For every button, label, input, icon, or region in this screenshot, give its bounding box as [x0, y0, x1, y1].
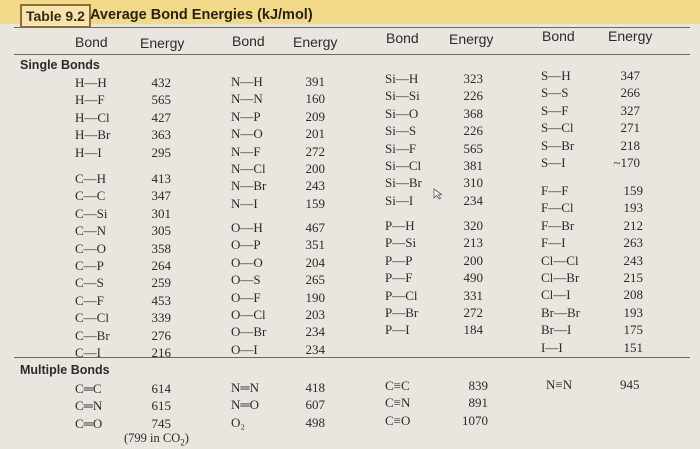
- bond-label: C—O: [75, 240, 107, 256]
- bond-label: C═N: [75, 398, 103, 414]
- energy-value: 565: [151, 92, 171, 108]
- energy-value: 363: [151, 127, 171, 143]
- col1-group1-energies: [146, 74, 171, 161]
- bond-label: C—N: [75, 223, 107, 239]
- energy-value: 193: [623, 304, 643, 320]
- bond-label: N—O: [231, 126, 263, 142]
- energy-value: 320: [463, 218, 483, 233]
- bond-label: Cl—I: [541, 287, 571, 303]
- bond-label: H—Cl: [75, 109, 110, 125]
- bond-label: O—Br: [231, 324, 267, 340]
- multiple-col2-energies: [300, 379, 325, 431]
- energy-value: 234: [305, 341, 325, 357]
- bond-label: N—I: [231, 195, 258, 211]
- bond-label: C—Si: [75, 205, 108, 221]
- bond-label: Si—Br: [385, 175, 422, 191]
- col3-group1-energies: [458, 70, 483, 209]
- energy-value: 323: [463, 71, 483, 86]
- energy-value: 151: [623, 339, 643, 355]
- energy-value: 381: [463, 157, 483, 173]
- energy-value: 358: [151, 240, 171, 256]
- bond-label: C≡N: [385, 395, 411, 411]
- energy-value: 272: [463, 304, 483, 320]
- energy-value: 305: [151, 223, 171, 239]
- energy-value: 413: [151, 171, 171, 186]
- bond-label: H—I: [75, 144, 102, 160]
- bond-label: O—P: [231, 237, 261, 253]
- co2-note-text: (799 in CO: [124, 431, 181, 445]
- energy-value: 193: [623, 200, 643, 216]
- col2-group2-energies: [300, 219, 325, 358]
- energy-value: 331: [463, 287, 483, 303]
- col4-group2-bonds: [541, 182, 580, 356]
- energy-value: 339: [151, 310, 171, 326]
- energy-value: 427: [151, 109, 171, 125]
- bond-label: S—H: [541, 68, 571, 83]
- bond-label: P—Cl: [385, 287, 418, 303]
- col4-group1-energies: [608, 67, 640, 171]
- energy-value: 266: [620, 85, 640, 101]
- energy-value: 453: [151, 292, 171, 308]
- energy-value: 264: [151, 257, 171, 273]
- bond-label: P—I: [385, 322, 410, 338]
- energy-value: 490: [463, 270, 483, 286]
- bond-label: Si—O: [385, 105, 419, 121]
- energy-value: 263: [623, 235, 643, 251]
- header-energy-3: Energy: [449, 31, 494, 47]
- energy-value: 347: [620, 68, 640, 83]
- bond-label: Br—I: [541, 322, 572, 338]
- section-divider-rule: [14, 357, 690, 358]
- energy-value: 243: [305, 178, 325, 194]
- energy-value: 418: [305, 380, 325, 395]
- bond-label: H—H: [75, 75, 107, 90]
- energy-value: 215: [623, 269, 643, 285]
- co2-footnote: (799 in $CO_2$): [124, 431, 189, 448]
- energy-value: 200: [463, 252, 483, 268]
- energy-value: 159: [305, 195, 325, 211]
- energy-value: 265: [305, 272, 325, 288]
- energy-value: 498: [305, 414, 325, 430]
- bond-label: O—H: [231, 220, 263, 235]
- bond-label: N—Br: [231, 178, 267, 194]
- energy-value: 213: [463, 235, 483, 251]
- bond-label: C—I: [75, 344, 101, 360]
- bond-label: C═C: [75, 381, 102, 396]
- bond-label: H—Br: [75, 127, 111, 143]
- energy-value: 234: [463, 192, 483, 208]
- bond-label: C—F: [75, 292, 104, 308]
- bond-label: H—F: [75, 92, 105, 108]
- col3-group2-bonds: [385, 217, 418, 339]
- energy-value: ~170: [613, 154, 640, 170]
- energy-value: 216: [151, 344, 171, 360]
- energy-value: 432: [151, 75, 171, 90]
- bond-label: N—P: [231, 108, 261, 124]
- col3-group2-energies: [458, 217, 483, 339]
- energy-value: 272: [305, 143, 325, 159]
- bond-label: Si—S: [385, 123, 417, 139]
- bond-label: Br—Br: [541, 304, 580, 320]
- bond-label: C—H: [75, 171, 107, 186]
- energy-value: 607: [305, 397, 325, 413]
- energy-value: 243: [623, 252, 643, 268]
- energy-value: 184: [463, 322, 483, 338]
- header-bond-1: Bond: [75, 34, 108, 50]
- energy-value: 565: [463, 140, 483, 156]
- bond-label: S—Cl: [541, 120, 574, 136]
- bond-label: C≡O: [385, 412, 411, 428]
- single-bonds-label: Single Bonds: [20, 58, 100, 72]
- bond-label: I—I: [541, 339, 563, 355]
- col2-group2-bonds: [231, 219, 266, 358]
- bond-label: N═O: [231, 397, 259, 413]
- multiple-col4-energy: 945: [620, 377, 640, 392]
- energy-value: 745: [151, 415, 171, 431]
- bond-label: O—S: [231, 272, 261, 288]
- energy-value: 259: [151, 275, 171, 291]
- energy-value: 234: [305, 324, 325, 340]
- energy-value: 327: [620, 102, 640, 118]
- table-number-badge: Table 9.2: [20, 4, 91, 28]
- energy-value: 226: [463, 123, 483, 139]
- energy-value: 160: [305, 91, 325, 107]
- multiple-col1-bonds: [75, 380, 102, 432]
- energy-value: 347: [151, 188, 171, 204]
- header-bond-2: Bond: [232, 33, 265, 49]
- energy-value: 201: [305, 126, 325, 142]
- bond-label: Si—H: [385, 71, 419, 86]
- col4-group1-bonds: [541, 67, 574, 171]
- energy-value: 208: [623, 287, 643, 303]
- col1-group1-bonds: [75, 74, 110, 161]
- bond-label: C—C: [75, 188, 106, 204]
- energy-value: 159: [623, 183, 643, 198]
- energy-value: 368: [463, 105, 483, 121]
- energy-value: 310: [463, 175, 483, 191]
- energy-value: 1070: [462, 412, 488, 428]
- energy-value: 891: [468, 395, 488, 411]
- bond-label: Si—Si: [385, 88, 420, 104]
- col1-group2-bonds: [75, 170, 110, 361]
- energy-value: 200: [305, 160, 325, 176]
- header-bond-4: Bond: [542, 28, 575, 44]
- bond-label: Si—Cl: [385, 157, 422, 173]
- energy-value: 839: [468, 378, 488, 393]
- bond-label: P—P: [385, 252, 413, 268]
- bond-label: O—F: [231, 289, 261, 305]
- bond-label: N═N: [231, 380, 259, 395]
- energy-value: 203: [305, 306, 325, 322]
- bond-label: S—Br: [541, 137, 575, 153]
- bond-label: C—Cl: [75, 310, 109, 326]
- header-bottom-rule: [14, 54, 690, 55]
- energy-value: 276: [151, 327, 171, 343]
- energy-value: 614: [151, 381, 171, 396]
- energy-value: 467: [305, 220, 325, 235]
- col2-group1-energies: [300, 73, 325, 212]
- bond-label: P—Br: [385, 304, 419, 320]
- energy-value: 615: [151, 398, 171, 414]
- energy-value: 391: [305, 74, 325, 89]
- bond-label: O₂: [231, 414, 245, 430]
- col2-group1-bonds: [231, 73, 266, 212]
- bond-label: N—F: [231, 143, 261, 159]
- bond-label: O—O: [231, 254, 263, 270]
- energy-value: 204: [305, 254, 325, 270]
- bond-label: Si—I: [385, 192, 414, 208]
- bond-label: F—I: [541, 235, 566, 251]
- header-energy-1: Energy: [140, 35, 185, 51]
- bond-label: S—I: [541, 154, 566, 170]
- header-energy-4: Energy: [608, 28, 653, 44]
- col3-group1-bonds: [385, 70, 422, 209]
- bond-label: C—S: [75, 275, 104, 291]
- bond-label: Cl—Cl: [541, 252, 579, 268]
- bond-label: F—Br: [541, 217, 575, 233]
- bond-label: P—Si: [385, 235, 417, 251]
- energy-value: 351: [305, 237, 325, 253]
- bond-label: P—H: [385, 218, 415, 233]
- energy-value: 209: [305, 108, 325, 124]
- bond-label: N—H: [231, 74, 263, 89]
- bond-label: F—F: [541, 183, 569, 198]
- bond-label: F—Cl: [541, 200, 574, 216]
- energy-value: 301: [151, 205, 171, 221]
- bond-label: O—I: [231, 341, 258, 357]
- bond-label: N—N: [231, 91, 263, 107]
- table-title: Average Bond Energies (kJ/mol): [90, 7, 313, 23]
- header-top-rule: [14, 27, 690, 28]
- multiple-col3-energies: [456, 377, 488, 429]
- col1-group2-energies: [146, 170, 171, 361]
- bond-label: O—Cl: [231, 306, 266, 322]
- energy-value: 271: [620, 120, 640, 136]
- header-bond-3: Bond: [386, 30, 419, 46]
- multiple-col2-bonds: [231, 379, 259, 431]
- bond-label: P—F: [385, 270, 413, 286]
- energy-value: 218: [620, 137, 640, 153]
- co2-note-subscript: 2: [180, 437, 185, 448]
- bond-label: C≡C: [385, 378, 410, 393]
- multiple-col3-bonds: [385, 377, 410, 429]
- energy-value: 190: [305, 289, 325, 305]
- header-energy-2: Energy: [293, 34, 338, 50]
- multiple-bonds-label: Multiple Bonds: [20, 363, 110, 377]
- bond-label: N—Cl: [231, 160, 266, 176]
- multiple-col4-bond: N≡N: [546, 377, 573, 392]
- mouse-cursor-icon: [433, 188, 445, 200]
- bond-label: Cl—Br: [541, 269, 580, 285]
- bond-label: C—Br: [75, 327, 110, 343]
- energy-value: 175: [623, 322, 643, 338]
- multiple-col1-energies: [146, 380, 171, 432]
- bond-label: C═O: [75, 415, 103, 431]
- col4-group2-energies: [618, 182, 643, 356]
- energy-value: 295: [151, 144, 171, 160]
- bond-label: S—S: [541, 85, 569, 101]
- bond-label: Si—F: [385, 140, 417, 156]
- bond-label: S—F: [541, 102, 569, 118]
- energy-value: 212: [623, 217, 643, 233]
- bond-label: C—P: [75, 257, 104, 273]
- energy-value: 226: [463, 88, 483, 104]
